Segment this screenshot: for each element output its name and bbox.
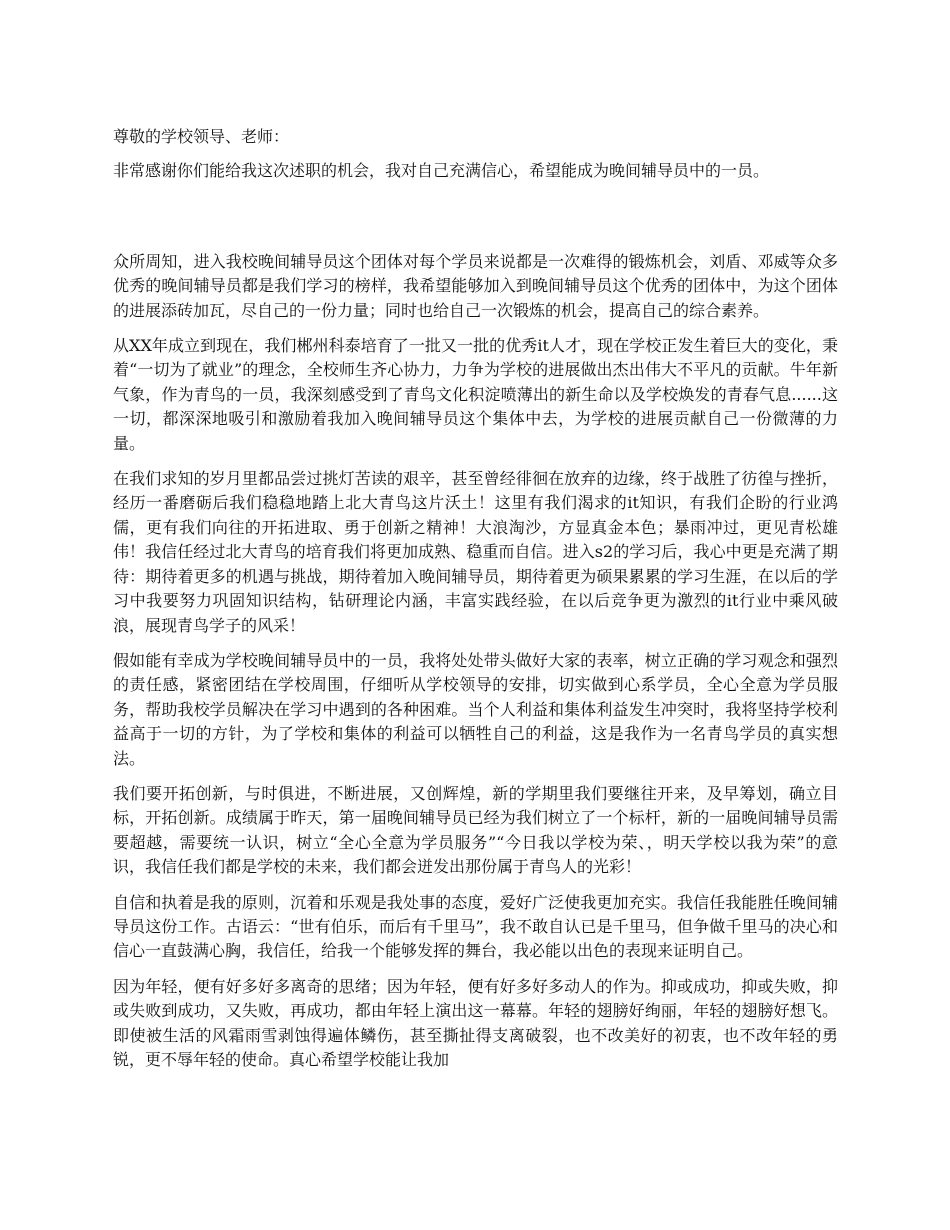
paragraph: 在我们求知的岁月里都品尝过挑灯苦读的艰辛，甚至曾经徘徊在放弃的边缘，终于战胜了彷徨与挫折，经历一番磨砺后我们稳稳地踏上北大青鸟这片沃土！这里有我们渴求的it知识，有我们企盼的行业鸿儒，更有我们向往的开拓进取、勇于创新之精神！大浪淘沙，方显真金本色；暴雨冲过，更见青松雄伟！我信任经过北大青鸟的培育我们将更加成熟、稳重而自信。进入s2的学习后，我心中更是充满了期待：期待着更多的机遇与挑战，期待着加入晚间辅导员，期待着更为硕果累累的学习生涯，在以后的学习中我要努力巩固知识结构，钻研理论内涵，丰富实践经验，在以后竞争更为激烈的it行业中乘风破浪，展现青鸟学子的风采！ <box>113 469 838 635</box>
paragraph: 假如能有幸成为学校晚间辅导员中的一员，我将处处带头做好大家的表率，树立正确的学习观念和强烈的责任感，紧密团结在学校周围，仔细听从学校领导的安排，切实做到心系学员，全心全意为学员服务，帮助我校学员解决在学习中遇到的各种困难。当个人利益和集体利益发生冲突时，我将坚持学校利益高于一切的方针，为了学校和集体的利益可以牺牲自己的利益，这是我作为一名青鸟学员的真实想法。 <box>113 650 838 768</box>
paragraph: 自信和执着是我的原则，沉着和乐观是我处事的态度，爱好广泛使我更加充实。我信任我能胜任晚间辅导员这份工作。古语云：“世有伯乐，而后有千里马”，我不敢自认已是千里马，但争做千里马的决心和信心一直鼓满心胸，我信任，给我一个能够发挥的舞台，我必能以出色的表现来证明自己。 <box>113 892 838 961</box>
paragraph: 因为年轻，便有好多好多离奇的思绪；因为年轻，便有好多好多动人的作为。抑或成功，抑或失败，抑或失败到成功，又失败，再成功，都由年轻上演出这一幕幕。年轻的翅膀好绚丽，年轻的翅膀好想飞。即使被生活的风霜雨雪剥蚀得遍体鳞伤，甚至撕扯得支离破裂，也不改美好的初衷，也不改年轻的勇锐，更不辱年轻的使命。真心希望学校能让我加 <box>113 976 838 1069</box>
paragraph: 我们要开拓创新，与时俱进，不断进展，又创辉煌，新的学期里我们要继往开来，及早筹划，确立目标，开拓创新。成绩属于昨天，第一届晚间辅导员已经为我们树立了一个标杆，新的一届晚间辅导员需要超越，需要统一认识，树立“全心全意为学员服务”“今日我以学校为荣、，明天学校以我为荣”的意识，我信任我们都是学校的未来，我们都会迸发出那份属于青鸟人的光彩！ <box>113 783 838 877</box>
paragraph-opening: 非常感谢你们能给我这次述职的机会，我对自己充满信心，希望能成为晚间辅导员中的一员。 <box>113 161 770 181</box>
paragraph: 从XX年成立到现在，我们郴州科泰培育了一批又一批的优秀it人才，现在学校正发生着巨大的变化，秉着“一切为了就业”的理念，全校师生齐心协力，力争为学校的进展做出杰出伟大不平凡的贡献。牛年新气象，作为青鸟的一员，我深刻感受到了青鸟文化积淀喷薄出的新生命以及学校焕发的青春气息......这一切，都深深地吸引和激励着我加入晚间辅导员这个集体中去，为学校的进展贡献自己一份微薄的力量。 <box>113 336 838 453</box>
salutation: 尊敬的学校领导、老师： <box>113 127 290 146</box>
document-body <box>113 125 838 1083</box>
blank-gap <box>113 195 838 250</box>
paragraph: 众所周知，进入我校晚间辅导员这个团体对每个学员来说都是一次难得的锻炼机会，刘盾、邓威等众多优秀的晚间辅导员都是我们学习的榜样，我希望能够加入到晚间辅导员这个优秀的团体中，为这个团体的进展添砖加瓦，尽自己的一份力量；同时也给自己一次锻炼的机会，提高自己的综合素养。 <box>113 251 838 320</box>
